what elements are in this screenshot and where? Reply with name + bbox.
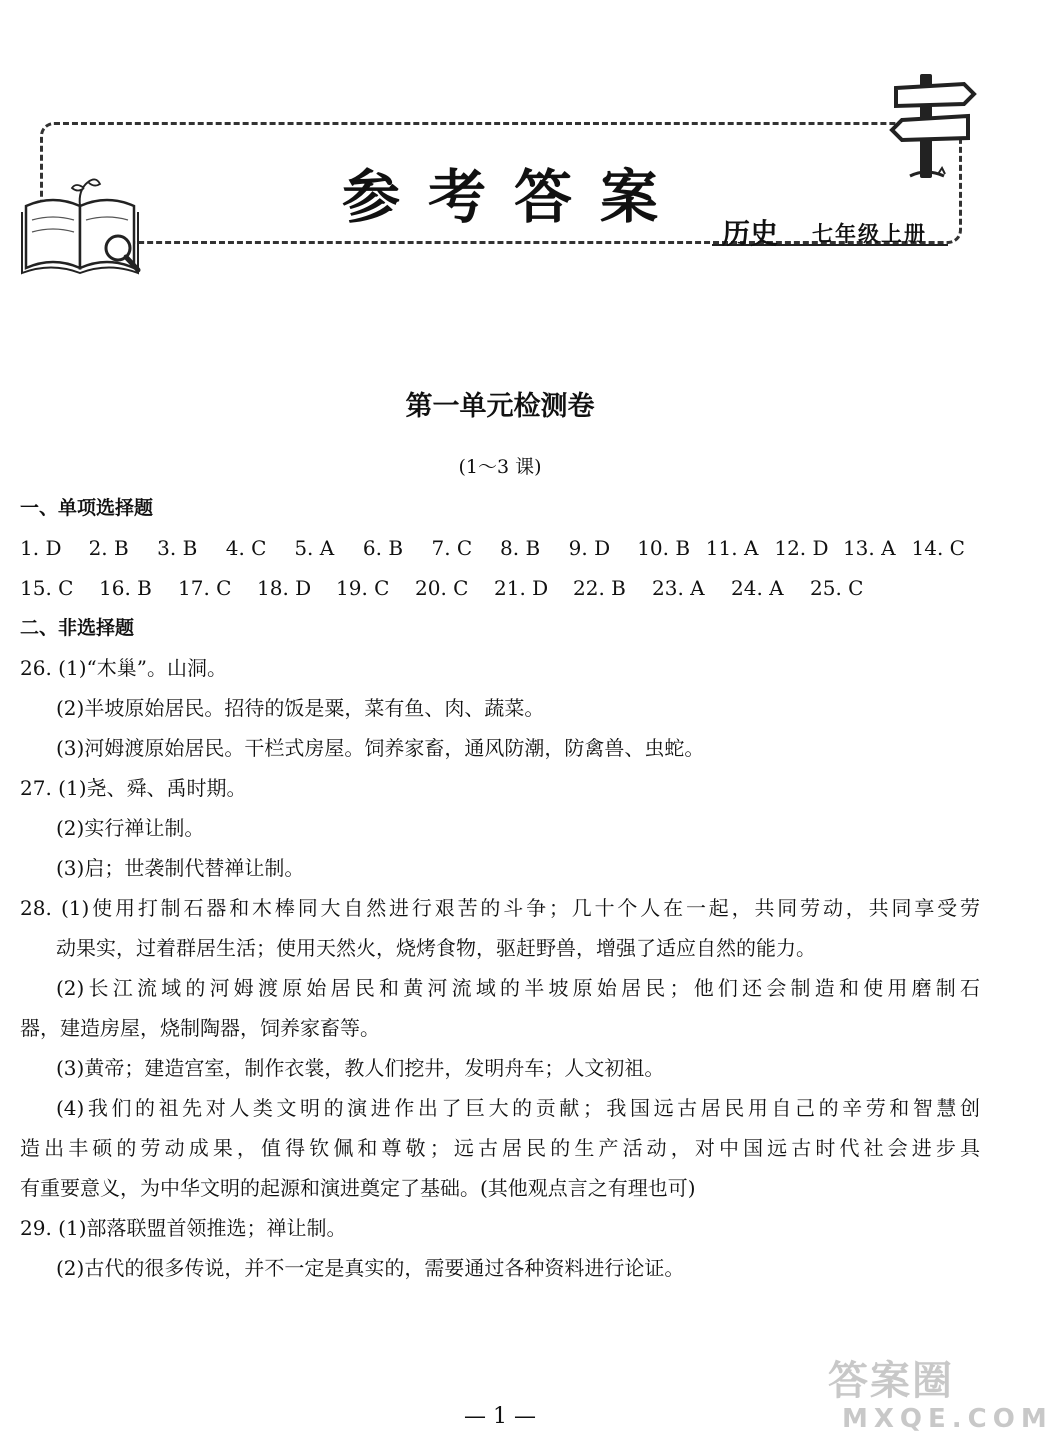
q28-part-1-line-1: 28. (1)使用打制石器和木棒同大自然进行艰苦的斗争；几十个人在一起，共同劳动，共同享受劳 — [20, 896, 980, 920]
mc-answer: 18. D — [257, 576, 312, 600]
q28-part-2-line-2: 器，建造房屋，烧制陶器，饲养家畜等。 — [20, 1016, 380, 1040]
q29-part-2: (2)古代的很多传说，并不一定是真实的，需要通过各种资料进行论证。 — [56, 1256, 685, 1280]
mc-answer: 7. C — [431, 536, 473, 560]
lesson-range: (1～3 课) — [458, 456, 542, 478]
grade-label: 七年级上册 — [812, 221, 927, 246]
mc-answer: 4. C — [225, 536, 267, 560]
subject-label: 历史 — [722, 217, 779, 250]
q28-part-3: (3)黄帝；建造宫室，制作衣裳，教人们挖井，发明舟车；人文初祖。 — [56, 1056, 665, 1080]
mc-answer: 15. C — [20, 576, 74, 600]
q26-part-2: (2)半坡原始居民。招待的饭是粟，菜有鱼、肉、蔬菜。 — [56, 696, 545, 720]
mc-answer: 17. C — [178, 576, 232, 600]
q28-part-2-line-1: (2)长江流域的河姆渡原始居民和黄河流域的半坡原始居民；他们还会制造和使用磨制石 — [56, 976, 980, 1000]
q27-part-1: 27. (1)尧、舜、禹时期。 — [20, 776, 247, 800]
page-number: — 1 — — [464, 1404, 536, 1429]
watermark-logo — [828, 1358, 1053, 1448]
mc-answer: 14. C — [911, 536, 965, 560]
q27-part-3: (3)启；世袭制代替禅让制。 — [56, 856, 305, 880]
mc-answer: 24. A — [731, 576, 784, 600]
answer-content — [20, 488, 980, 1288]
mc-answers-row-2 — [20, 568, 980, 608]
section-heading-non-choice: 二、非选择题 — [20, 617, 135, 639]
q28-part-1-line-2: 动果实，过着群居生活；使用天然火，烧烤食物，驱赶野兽，增强了适应自然的能力。 — [56, 936, 816, 960]
watermark-text-top: 答案圈 — [828, 1358, 954, 1404]
q26-part-3: (3)河姆渡原始居民。干栏式房屋。饲养家畜，通风防潮，防禽兽、虫蛇。 — [56, 736, 705, 760]
mc-answer: 8. B — [500, 536, 541, 560]
section-heading-multiple-choice: 一、单项选择题 — [20, 497, 154, 519]
mc-answer: 11. A — [705, 536, 759, 560]
watermark-text-bottom: MXQE.COM — [842, 1404, 1053, 1434]
mc-answer: 19. C — [336, 576, 390, 600]
mc-answer: 23. A — [652, 576, 705, 600]
q26-part-1: 26. (1)“木巢”。山洞。 — [20, 656, 227, 680]
mc-answer: 5. A — [294, 536, 335, 560]
mc-answer: 2. B — [88, 536, 129, 560]
mc-answers-row-1 — [20, 528, 980, 568]
mc-answer: 25. C — [810, 576, 864, 600]
mc-answer: 21. D — [494, 576, 549, 600]
mc-answer: 12. D — [774, 536, 829, 560]
mc-answer: 13. A — [842, 536, 896, 560]
unit-title: 第一单元检测卷 — [405, 391, 595, 422]
mc-answer: 9. D — [568, 536, 611, 560]
mc-answer: 22. B — [573, 576, 626, 600]
mc-answer: 1. D — [20, 536, 62, 560]
q28-part-4-line-3: 有重要意义，为中华文明的起源和演进奠定了基础。(其他观点言之有理也可) — [20, 1176, 696, 1200]
mc-answer: 10. B — [637, 536, 691, 560]
q28-part-4-line-2: 造出丰硕的劳动成果，值得钦佩和尊敬；远古居民的生产活动，对中国远古时代社会进步具 — [20, 1136, 980, 1160]
mc-answer: 20. C — [415, 576, 469, 600]
q29-part-1: 29. (1)部落联盟首领推选；禅让制。 — [20, 1216, 347, 1240]
mc-answer: 16. B — [99, 576, 152, 600]
mc-answer: 3. B — [157, 536, 198, 560]
q27-part-2: (2)实行禅让制。 — [56, 816, 205, 840]
page-title: 参考答案 — [341, 163, 686, 231]
q28-part-4-line-1: (4)我们的祖先对人类文明的演进作出了巨大的贡献；我国远古居民用自己的辛劳和智慧创 — [56, 1096, 980, 1120]
mc-answer: 6. B — [362, 536, 404, 560]
